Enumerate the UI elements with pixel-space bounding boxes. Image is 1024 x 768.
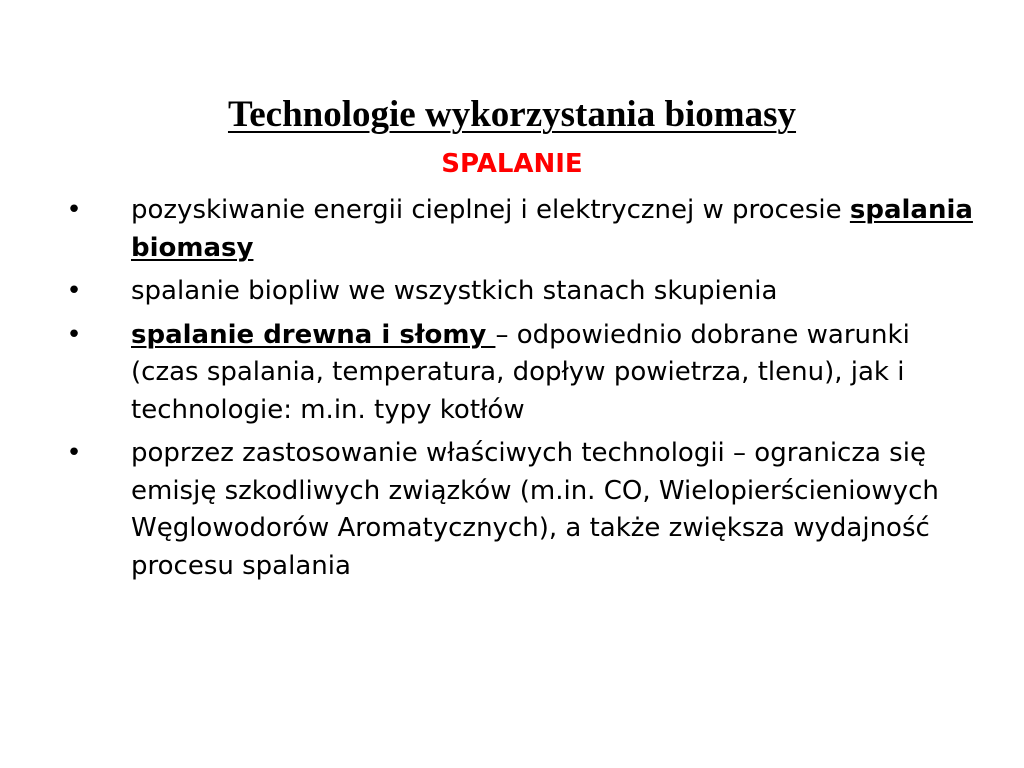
bullet-emphasis: spalania biomasy bbox=[131, 195, 973, 263]
bullet-item bbox=[0, 317, 1024, 430]
bullet-text: poprzez zastosowanie właściwych technologii – ogranicza się emisję szkodliwych związków (m.in. CO, Wielopierścieniowych Węglowodorów Aromatycznych), a także zwiększa wydajność procesu spalania bbox=[131, 438, 939, 581]
bullet-icon: • bbox=[66, 438, 82, 468]
bullet-text: spalanie biopliw we wszystkich stanach skupienia bbox=[131, 276, 778, 306]
bullet-text: – odpowiednio dobrane warunki (czas spalania, temperatura, dopływ powietrza, tlenu), jak i technologie: m.in. typy kotłów bbox=[131, 319, 910, 425]
bullet-list bbox=[0, 192, 1024, 591]
slide-subtitle: SPALANIE bbox=[441, 149, 583, 179]
bullet-text: pozyskiwanie energii cieplnej i elektrycznej w procesie bbox=[131, 195, 850, 225]
slide-title-text: Technologie wykorzystania biomasy bbox=[227, 94, 797, 135]
bullet-icon: • bbox=[66, 319, 82, 350]
slide-title bbox=[0, 90, 1024, 140]
bullet-icon: • bbox=[66, 195, 82, 225]
bullet-item bbox=[0, 435, 1024, 585]
bullet-item bbox=[0, 192, 1024, 267]
bullet-emphasis: spalanie drewna i słomy bbox=[131, 319, 496, 350]
bullet-item bbox=[0, 273, 1024, 311]
bullet-icon: • bbox=[66, 276, 82, 306]
